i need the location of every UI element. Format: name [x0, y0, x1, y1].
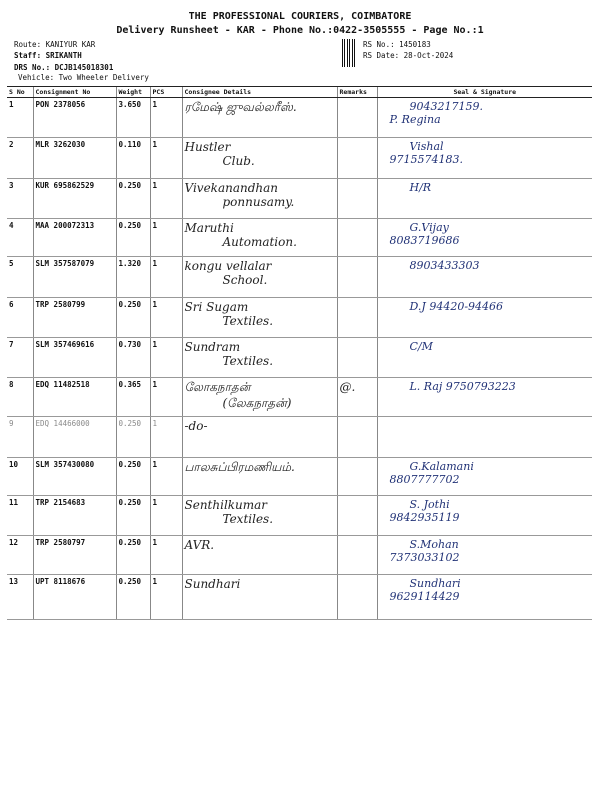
cell-consignment: EDQ 14466000 — [33, 417, 116, 458]
cell-sno: 11 — [7, 496, 33, 536]
cell-consignee — [182, 536, 337, 575]
cell-signature — [377, 575, 592, 620]
col-header-consignee: Consignee Details — [182, 87, 337, 98]
cell-pcs: 1 — [150, 338, 182, 378]
cell-consignment: TRP 2580799 — [33, 298, 116, 338]
barcode-image — [342, 39, 356, 67]
cell-remarks — [337, 536, 377, 575]
table-row — [7, 98, 592, 138]
cell-pcs: 1 — [150, 458, 182, 496]
cell-consignee — [182, 338, 337, 378]
cell-consignee — [182, 496, 337, 536]
cell-sno: 13 — [7, 575, 33, 620]
table-row — [7, 496, 592, 536]
cell-consignee — [182, 257, 337, 298]
consignee-line: Sri Sugam — [184, 300, 249, 314]
cell-consignment: MAA 200072313 — [33, 219, 116, 257]
cell-consignment: UPT 8118676 — [33, 575, 116, 620]
cell-remarks — [337, 257, 377, 298]
cell-pcs: 1 — [150, 378, 182, 417]
cell-sno: 5 — [7, 257, 33, 298]
cell-weight: 0.250 — [116, 179, 150, 219]
staff-label: Staff: SRIKANTH — [14, 51, 82, 60]
signature-line: G.Vijay — [409, 221, 449, 234]
col-header-signature: Seal & Signature — [377, 87, 592, 98]
signature-line: 8903433303 — [409, 259, 480, 272]
cell-weight: 0.250 — [116, 298, 150, 338]
consignee-line: Textiles. — [222, 314, 274, 328]
signature-line: L. Raj 9750793223 — [409, 380, 516, 393]
table-row — [7, 138, 592, 179]
signature-line: P. Regina — [389, 113, 441, 126]
cell-weight: 0.110 — [116, 138, 150, 179]
cell-consignment: EDQ 11482518 — [33, 378, 116, 417]
cell-remarks: @. — [337, 378, 377, 417]
consignee-line: ponnusamy. — [222, 195, 295, 209]
consignee-line: Sundhari — [184, 577, 241, 591]
cell-consignment: TRP 2580797 — [33, 536, 116, 575]
consignee-line: Textiles. — [222, 354, 274, 368]
cell-pcs: 1 — [150, 536, 182, 575]
cell-remarks — [337, 338, 377, 378]
cell-sno: 9 — [7, 417, 33, 458]
consignee-line: பாலசுப்பிரமணியம். — [184, 460, 295, 474]
cell-signature — [377, 536, 592, 575]
signature-line: 8807777702 — [389, 473, 460, 486]
cell-consignee — [182, 98, 337, 138]
cell-signature — [377, 98, 592, 138]
table-row — [7, 417, 592, 458]
cell-signature — [377, 417, 592, 458]
cell-sno: 4 — [7, 219, 33, 257]
cell-consignee — [182, 458, 337, 496]
cell-weight: 0.250 — [116, 536, 150, 575]
runsheet-subtitle: Delivery Runsheet - KAR - Phone No.:0422-3505555 - Page No.:1 — [116, 25, 484, 36]
cell-signature — [377, 458, 592, 496]
cell-pcs: 1 — [150, 417, 182, 458]
col-header-remarks: Remarks — [337, 87, 377, 98]
cell-sno: 12 — [7, 536, 33, 575]
cell-signature — [377, 338, 592, 378]
col-header-weight: Weight — [116, 87, 150, 98]
drs-number: DRS No.: DCJB145018301 — [14, 63, 114, 72]
cell-consignment: SLM 357469616 — [33, 338, 116, 378]
cell-sno: 3 — [7, 179, 33, 219]
cell-signature — [377, 138, 592, 179]
cell-consignment: SLM 357430080 — [33, 458, 116, 496]
signature-line: D.J 94420-94466 — [409, 300, 504, 313]
signature-line: 8083719686 — [389, 234, 460, 247]
signature-line: S. Jothi — [409, 498, 450, 511]
signature-line: S.Mohan — [409, 538, 459, 551]
cell-consignment: TRP 2154683 — [33, 496, 116, 536]
consignee-line: Automation. — [222, 235, 297, 249]
consignee-line: AVR. — [184, 538, 215, 552]
cell-consignment: MLR 3262030 — [33, 138, 116, 179]
cell-remarks — [337, 98, 377, 138]
cell-pcs: 1 — [150, 298, 182, 338]
cell-remarks — [337, 219, 377, 257]
cell-pcs: 1 — [150, 179, 182, 219]
rs-number: RS No.: 1450183 — [363, 40, 431, 49]
table-row — [7, 536, 592, 575]
cell-signature — [377, 378, 592, 417]
cell-signature — [377, 257, 592, 298]
cell-consignment: PON 2378056 — [33, 98, 116, 138]
consignee-line: Textiles. — [222, 512, 274, 526]
cell-weight: 0.365 — [116, 378, 150, 417]
consignee-line: School. — [222, 273, 268, 287]
signature-line: 9043217159. — [409, 100, 483, 113]
consignee-line: kongu vellalar — [184, 259, 272, 273]
cell-sno: 6 — [7, 298, 33, 338]
cell-weight: 0.730 — [116, 338, 150, 378]
signature-line: H/R — [409, 181, 432, 194]
cell-pcs: 1 — [150, 257, 182, 298]
cell-weight: 0.250 — [116, 458, 150, 496]
table-row — [7, 575, 592, 620]
cell-consignee — [182, 298, 337, 338]
cell-signature — [377, 298, 592, 338]
cell-pcs: 1 — [150, 575, 182, 620]
route-label: Route: KANIYUR KAR — [14, 40, 96, 49]
cell-remarks — [337, 575, 377, 620]
cell-signature — [377, 219, 592, 257]
rs-date: RS Date: 28-Oct-2024 — [363, 51, 454, 60]
cell-sno: 8 — [7, 378, 33, 417]
cell-sno: 7 — [7, 338, 33, 378]
table-row — [7, 179, 592, 219]
cell-consignee — [182, 378, 337, 417]
cell-consignment: SLM 357587079 — [33, 257, 116, 298]
consignee-line: Senthilkumar — [184, 498, 268, 512]
table-row — [7, 378, 592, 417]
table-row — [7, 219, 592, 257]
col-header-pcs: PCS — [150, 87, 182, 98]
consignee-line: Hustler — [184, 140, 231, 154]
signature-line: 9715574183. — [389, 153, 463, 166]
cell-weight: 0.250 — [116, 219, 150, 257]
cell-signature — [377, 179, 592, 219]
cell-sno: 2 — [7, 138, 33, 179]
signature-line: Sundhari — [409, 577, 461, 590]
cell-weight: 0.250 — [116, 417, 150, 458]
cell-consignee — [182, 179, 337, 219]
cell-remarks — [337, 458, 377, 496]
cell-pcs: 1 — [150, 98, 182, 138]
consignee-line: -do- — [184, 419, 208, 433]
consignee-line: Sundram — [184, 340, 241, 354]
cell-weight: 3.650 — [116, 98, 150, 138]
cell-signature — [377, 496, 592, 536]
cell-remarks — [337, 179, 377, 219]
table-row — [7, 257, 592, 298]
table-row — [7, 458, 592, 496]
signature-line: 7373033102 — [389, 551, 460, 564]
cell-consignee — [182, 219, 337, 257]
consignee-line: Maruthi — [184, 221, 234, 235]
cell-consignee — [182, 575, 337, 620]
table-header-row — [7, 87, 592, 98]
cell-consignment: KUR 695862529 — [33, 179, 116, 219]
consignee-line: (லேகநாதன்) — [222, 396, 292, 410]
cell-weight: 0.250 — [116, 575, 150, 620]
cell-remarks — [337, 138, 377, 179]
cell-consignee — [182, 138, 337, 179]
cell-pcs: 1 — [150, 219, 182, 257]
signature-line: Vishal — [409, 140, 444, 153]
cell-remarks — [337, 417, 377, 458]
signature-line: C/M — [409, 340, 433, 353]
consignee-line: Club. — [222, 154, 255, 168]
signature-line: 9842935119 — [389, 511, 460, 524]
runsheet-table — [7, 86, 592, 620]
cell-remarks — [337, 496, 377, 536]
cell-remarks — [337, 298, 377, 338]
cell-weight: 1.320 — [116, 257, 150, 298]
consignee-line: Vivekanandhan — [184, 181, 279, 195]
table-row — [7, 338, 592, 378]
table-row — [7, 298, 592, 338]
cell-pcs: 1 — [150, 138, 182, 179]
signature-line: G.Kalamani — [409, 460, 474, 473]
cell-pcs: 1 — [150, 496, 182, 536]
vehicle-label: Vehicle: Two Wheeler Delivery — [18, 73, 149, 82]
company-title: THE PROFESSIONAL COURIERS, COIMBATORE — [188, 11, 412, 22]
col-header-sno: S No — [7, 87, 33, 98]
cell-consignee — [182, 417, 337, 458]
col-header-consignment: Consignment No — [33, 87, 116, 98]
signature-line: 9629114429 — [389, 590, 460, 603]
consignee-line: லோகநாதன் — [184, 380, 251, 394]
cell-sno: 1 — [7, 98, 33, 138]
cell-sno: 10 — [7, 458, 33, 496]
cell-weight: 0.250 — [116, 496, 150, 536]
consignee-line: ரமேஷ் ஜுவல்லரீஸ். — [184, 100, 297, 114]
